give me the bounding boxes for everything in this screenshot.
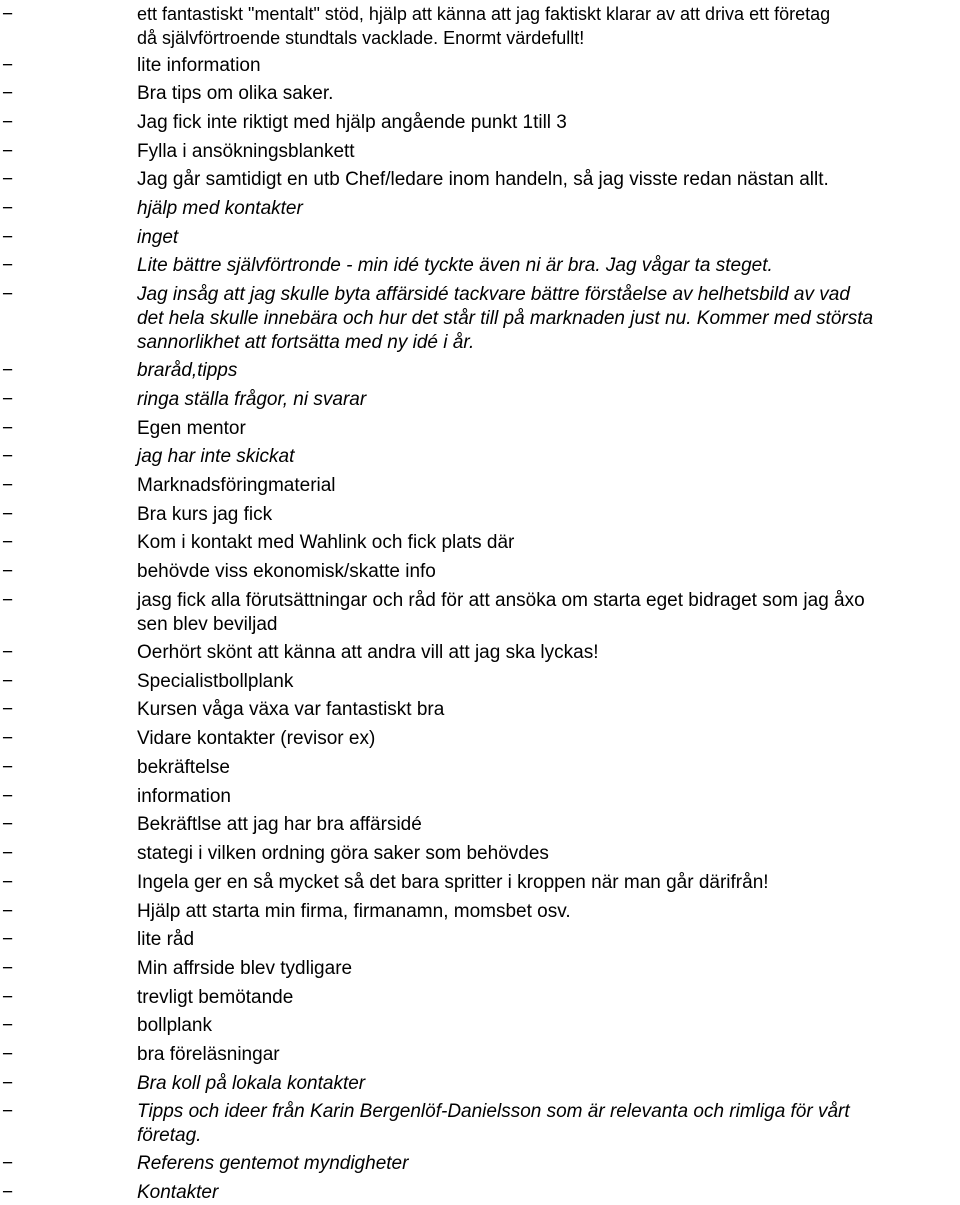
list-item-text: Bekräftlse att jag har bra affärsidé — [137, 814, 422, 835]
list-item-text: inget — [137, 227, 179, 248]
list-item-text: Jag fick inte riktigt med hjälp angående punkt 1till 3 — [137, 112, 567, 133]
list-item-text: lite information — [137, 55, 261, 76]
bullet-dash: − — [2, 1073, 14, 1094]
bullet-dash: − — [2, 1044, 14, 1065]
list-item-text: braråd,tipps — [137, 360, 238, 381]
bullet-dash: − — [2, 141, 14, 162]
bullet-dash: − — [2, 1101, 14, 1122]
list-item-text: Jag går samtidigt en utb Chef/ledare inom handeln, så jag visste redan nästan allt. — [137, 169, 829, 190]
list-item-text: Hjälp att starta min firma, firmanamn, momsbet osv. — [137, 901, 571, 922]
bullet-dash: − — [2, 901, 14, 922]
list-item-text: stategi i vilken ordning göra saker som behövdes — [137, 843, 549, 864]
list-item-text: bollplank — [137, 1015, 212, 1036]
bullet-dash: − — [2, 1182, 14, 1203]
list-item-text: sen blev beviljad — [137, 614, 278, 635]
list-item-text: Vidare kontakter (revisor ex) — [137, 728, 376, 749]
bullet-dash: − — [2, 504, 14, 525]
bullet-dash: − — [2, 418, 14, 439]
bullet-dash: − — [2, 169, 14, 190]
bullet-dash: − — [2, 4, 14, 25]
list-item-text: information — [137, 786, 231, 807]
list-item-text: Specialistbollplank — [137, 671, 294, 692]
list-item-text: Tipps och ideer från Karin Bergenlöf-Danielsson som är relevanta och rimliga för vårt — [137, 1101, 850, 1122]
bullet-dash: − — [2, 446, 14, 467]
bullet-dash: − — [2, 255, 14, 276]
bullet-dash: − — [2, 757, 14, 778]
bullet-dash: − — [2, 786, 14, 807]
list-item-text: jag har inte skickat — [137, 446, 295, 467]
bullet-dash: − — [2, 958, 14, 979]
bullet-dash: − — [2, 929, 14, 950]
list-item-text: Kontakter — [137, 1182, 219, 1203]
list-item-text: behövde viss ekonomisk/skatte info — [137, 561, 436, 582]
bullet-dash: − — [2, 561, 14, 582]
bullet-dash: − — [2, 198, 14, 219]
bullet-dash: − — [2, 987, 14, 1008]
bullet-dash: − — [2, 1015, 14, 1036]
bullet-dash: − — [2, 55, 14, 76]
bullet-dash: − — [2, 360, 14, 381]
list-item-text: Kursen våga växa var fantastiskt bra — [137, 699, 445, 720]
list-item-text: jasg fick alla förutsättningar och råd för att ansöka om starta eget bidraget som jag åxo — [137, 590, 865, 611]
list-item-text: Oerhört skönt att känna att andra vill att jag ska lyckas! — [137, 642, 599, 663]
list-item-text: bra föreläsningar — [137, 1044, 280, 1065]
list-item-text: Bra koll på lokala kontakter — [137, 1073, 366, 1094]
list-item-text: Bra tips om olika saker. — [137, 83, 334, 104]
bullet-dash: − — [2, 227, 14, 248]
list-item-text: sannorlikhet att fortsätta med ny idé i år. — [137, 332, 475, 353]
list-item-text: företag. — [137, 1125, 202, 1146]
bullet-dash: − — [2, 532, 14, 553]
list-item-text: Jag insåg att jag skulle byta affärsidé tackvare bättre förståelse av helhetsbild av vad — [137, 284, 850, 305]
list-item-text: Lite bättre självförtronde - min idé tyckte även ni är bra. Jag vågar ta steget. — [137, 255, 773, 276]
list-item-text: Ingela ger en så mycket så det bara spritter i kroppen när man går därifrån! — [137, 872, 769, 893]
bullet-dash: − — [2, 671, 14, 692]
list-item-text: ringa ställa frågor, ni svarar — [137, 389, 367, 410]
bullet-dash: − — [2, 284, 14, 305]
list-item-text: lite råd — [137, 929, 195, 950]
list-item-text: trevligt bemötande — [137, 987, 294, 1008]
list-item-text: Fylla i ansökningsblankett — [137, 141, 355, 162]
list-item-text: det hela skulle innebära och hur det står till på marknaden just nu. Kommer med största — [137, 308, 874, 329]
bullet-dash: − — [2, 699, 14, 720]
list-item-text: Kom i kontakt med Wahlink och fick plats där — [137, 532, 515, 553]
list-item-text: Bra kurs jag fick — [137, 504, 273, 525]
bullet-dash: − — [2, 475, 14, 496]
list-item-text: då självförtroende stundtals vacklade. Enormt värdefullt! — [137, 28, 585, 48]
list-item-text: bekräftelse — [137, 757, 230, 778]
bullet-dash: − — [2, 389, 14, 410]
list-item-text: Min affrside blev tydligare — [137, 958, 353, 979]
bullet-dash: − — [2, 814, 14, 835]
list-item-text: hjälp med kontakter — [137, 198, 303, 219]
bullet-dash: − — [2, 872, 14, 893]
bullet-dash: − — [2, 83, 14, 104]
list-item-text: Marknadsföringmaterial — [137, 475, 336, 496]
list-item-text: Referens gentemot myndigheter — [137, 1153, 409, 1174]
bullet-dash: − — [2, 728, 14, 749]
bullet-dash: − — [2, 112, 14, 133]
bullet-dash: − — [2, 642, 14, 663]
bullet-dash: − — [2, 843, 14, 864]
bullet-dash: − — [2, 590, 14, 611]
list-item-text: ett fantastiskt "mentalt" stöd, hjälp att känna att jag faktiskt klarar av att driva ett företag — [137, 4, 831, 24]
list-item-text: Egen mentor — [137, 418, 246, 439]
bullet-dash: − — [2, 1153, 14, 1174]
